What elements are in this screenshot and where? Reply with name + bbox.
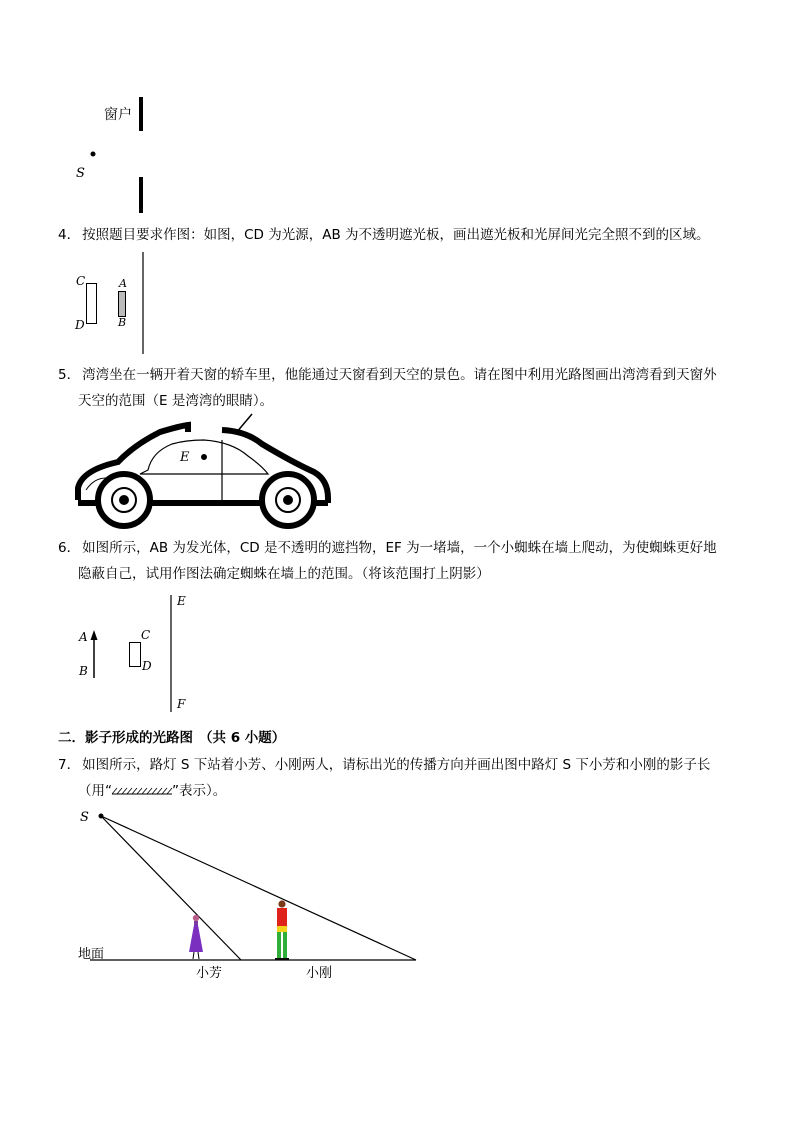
question-text: 按照题目要求作图：如图，CD 为光源，AB 为不透明遮光板，画出遮光板和光屏间光完全照不到的区域。 <box>82 227 710 243</box>
person2-label: 小刚 <box>306 966 333 981</box>
question-number: 7． <box>58 757 81 773</box>
s-label: S <box>76 166 85 181</box>
label-a: A <box>79 630 88 644</box>
line2-suffix: ”表示）。 <box>172 783 227 799</box>
person1-label: 小芳 <box>196 966 223 981</box>
question-number: 4． <box>58 227 81 243</box>
label-b: B <box>79 664 88 678</box>
label-a: A <box>119 277 127 290</box>
ray-to-person2 <box>101 816 416 960</box>
label-b: B <box>118 316 127 329</box>
section-count: （共 6 小题） <box>199 730 286 746</box>
label-e: E <box>177 594 186 608</box>
person2-figure <box>275 900 289 960</box>
question-text-line2: 天空的范围（E 是湾湾的眼睛）。 <box>78 393 274 409</box>
question-text-line1: 如图所示，路灯 S 下站着小芳、小刚两人，请标出光的传播方向并画出图中路灯 S 下小芳和小刚的影子长 <box>82 757 711 773</box>
line2-prefix: （用“ <box>78 783 112 799</box>
section-title: 二．影子形成的光路图 <box>58 730 193 746</box>
label-f: F <box>177 697 186 711</box>
question-text-line1: 如图所示，AB 为发光体，CD 是不透明的遮挡物，EF 为一堵墙，一个小蜘蛛在墙上爬动，为使蜘蛛更好地 <box>82 540 717 556</box>
label-e: E <box>180 450 190 465</box>
ray-to-person1 <box>101 816 241 960</box>
label-s: S <box>80 810 89 825</box>
question-text-line2: 隐蔽自己，试用作图法确定蜘蛛在墙上的范围。（将该范围打上阴影） <box>78 566 490 582</box>
label-d: D <box>142 659 152 673</box>
streetlamp-s-dot <box>99 814 104 819</box>
label-d: D <box>75 318 85 332</box>
person1-figure <box>189 915 203 959</box>
label-c: C <box>141 628 151 642</box>
window-label: 窗户 <box>104 107 132 123</box>
label-c: C <box>76 274 86 288</box>
question-text-line1: 湾湾坐在一辆开着天窗的轿车里，他能通过天窗看到天空的景色。请在图中利用光路图画出湾湾看到天窗外 <box>82 367 717 383</box>
question-number: 5． <box>58 367 81 383</box>
ground-label: 地面 <box>78 947 105 962</box>
question-number: 6． <box>58 540 81 556</box>
